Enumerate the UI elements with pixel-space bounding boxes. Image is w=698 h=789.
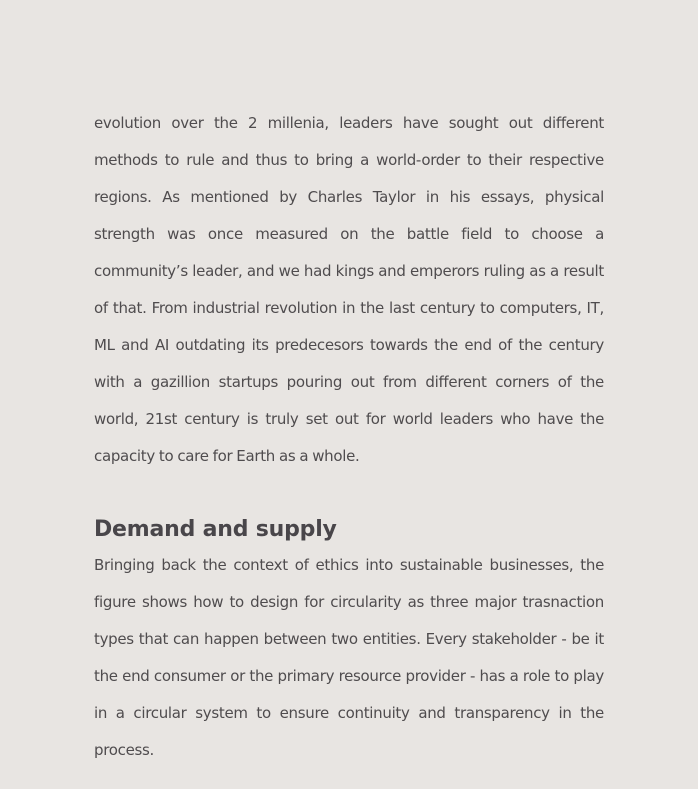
section-paragraph: Bringing back the context of ethics into sustainable businesses, the figure shows how to design for circularity as three major trasnaction types that can happen between two entities. Every stakeholder - be it the end consumer or the primary resource provider - has a role to play in a circular system to ensure continuity and transparency in the process.	[94, 556, 604, 759]
article-body	[94, 105, 604, 769]
intro-paragraph: evolution over the 2 millenia, leaders have sought out different methods to rule and thus to bring a world-order to their respective regions. As mentioned by Charles Taylor in his essays, physical strength was once measured on the battle field to choose a community’s leader, and we had kings and emperors ruling as a result of that. From industrial revolution in the last century to computers, IT, ML and AI outdating its predecesors towards the end of the century with a gazillion startups pouring out from different corners of the world, 21st century is truly set out for world leaders who have the capacity to care for Earth as a whole.	[94, 114, 604, 465]
section-heading: Demand and supply	[94, 517, 337, 542]
